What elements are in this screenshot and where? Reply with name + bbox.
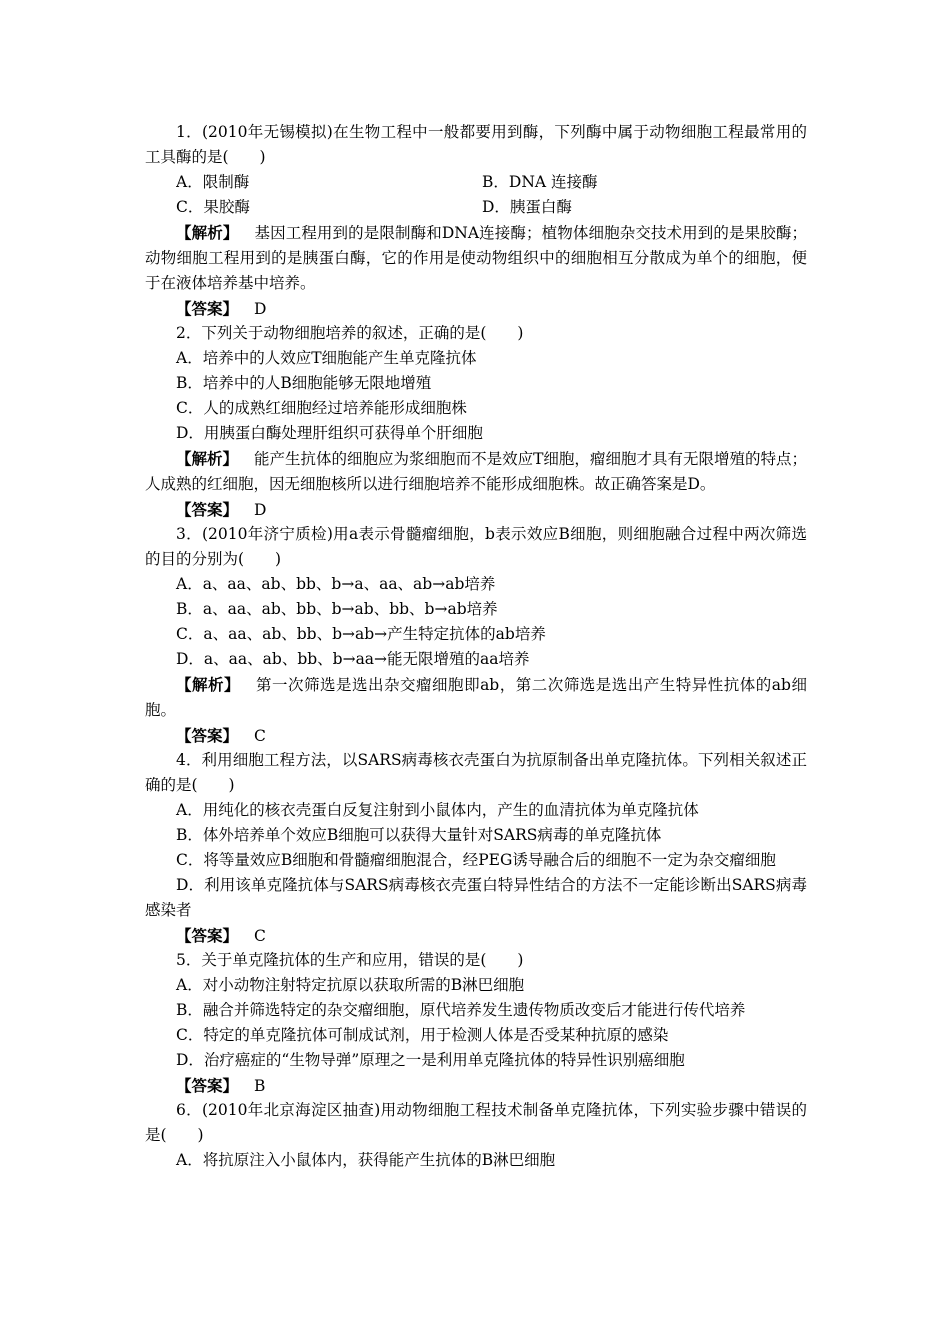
analysis-label: 【解析】 [176,449,239,468]
question-4-option-b: B．体外培养单个效应B细胞可以获得大量针对SARS病毒的单克隆抗体 [176,826,662,844]
question-2-option-a: A．培养中的人效应T细胞能产生单克隆抗体 [176,349,477,367]
question-1-analysis-text: 基因工程用到的是限制酶和DNA连接酶；植物体细胞杂交技术用到的是果胶酶；动物细胞工程用到的是胰蛋白酶，它的作用是使动物组织中的细胞相互分散成为单个的细胞，便于在液体培养基中培养。 [145,224,807,292]
question-1-answer-value: D [254,300,267,318]
question-2-answer [145,497,807,522]
answer-label: 【答案】 [176,726,239,745]
question-2-option-d: D．用胰蛋白酶处理肝组织可获得单个肝细胞 [176,424,483,442]
question-4-answer [145,923,807,948]
question-3-answer [145,723,807,748]
question-5-option-b: B．融合并筛选特定的杂交瘤细胞，原代培养发生遗传物质改变后才能进行传代培养 [176,1001,746,1019]
question-6-stem: 6．(2010年北京海淀区抽查)用动物细胞工程技术制备单克隆抗体，下列实验步骤中错误的是( ) [145,1101,807,1144]
answer-label: 【答案】 [176,500,239,519]
answer-label: 【答案】 [176,299,239,318]
question-4-stem: 4．利用细胞工程方法，以SARS病毒核衣壳蛋白为抗原制备出单克隆抗体。下列相关叙述正确的是( ) [145,751,807,794]
question-2-analysis-text: 能产生抗体的细胞应为浆细胞而不是效应T细胞，瘤细胞才具有无限增殖的特点；人成熟的红细胞，因无细胞核所以进行细胞培养不能形成细胞株。故正确答案是D。 [145,450,807,493]
question-5-option-d: D．治疗癌症的“生物导弹”原理之一是利用单克隆抗体的特异性识别癌细胞 [176,1051,685,1069]
question-4-option-d: D．利用该单克隆抗体与SARS病毒核衣壳蛋白特异性结合的方法不一定能诊断出SARS病毒感染者 [145,876,807,919]
question-2-option-c: C．人的成熟红细胞经过培养能形成细胞株 [176,399,467,417]
question-2-option-b: B．培养中的人B细胞能够无限地增殖 [176,374,432,392]
answer-label: 【答案】 [176,926,239,945]
question-2-analysis [145,446,807,497]
question-3-answer-value: C [254,727,266,745]
question-3-analysis [145,672,807,723]
question-4-option-a: A．用纯化的核衣壳蛋白反复注射到小鼠体内，产生的血清抗体为单克隆抗体 [176,801,699,819]
question-6-option-a: A．将抗原注入小鼠体内，获得能产生抗体的B淋巴细胞 [176,1151,556,1169]
question-1-answer [145,296,807,321]
question-5-option-c: C．特定的单克隆抗体可制成试剂，用于检测人体是否受某种抗原的感染 [176,1026,669,1044]
question-1-analysis [145,220,807,296]
analysis-label: 【解析】 [176,675,241,694]
answer-label: 【答案】 [176,1076,239,1095]
question-5-stem: 5．关于单克隆抗体的生产和应用，错误的是( ) [176,951,524,969]
question-3-option-d: D．a、aa、ab、bb、b→aa→能无限增殖的aa培养 [176,650,530,668]
question-1-stem: 1．(2010年无锡模拟)在生物工程中一般都要用到酶，下列酶中属于动物细胞工程最常用的工具酶的是( ) [145,123,807,166]
question-3-option-a: A．a、aa、ab、bb、b→a、aa、ab→ab培养 [176,575,496,593]
question-3-option-b: B．a、aa、ab、bb、b→ab、bb、b→ab培养 [176,600,498,618]
question-1-option-c: C．果胶酶 [176,198,250,216]
question-4-answer-value: C [254,927,266,945]
question-1-options-row-2 [145,195,807,220]
question-4-option-c: C．将等量效应B细胞和骨髓瘤细胞混合，经PEG诱导融合后的细胞不一定为杂交瘤细胞 [176,851,776,869]
question-3-option-c: C．a、aa、ab、bb、b→ab→产生特定抗体的ab培养 [176,625,546,643]
question-1-options-row-1 [145,170,807,195]
question-1-option-a: A．限制酶 [176,173,250,191]
question-2-stem: 2．下列关于动物细胞培养的叙述，正确的是( ) [176,324,524,342]
question-3-analysis-text: 第一次筛选是选出杂交瘤细胞即ab，第二次筛选是选出产生特异性抗体的ab细胞。 [145,676,807,719]
analysis-label: 【解析】 [176,223,239,242]
question-1-option-d: D．胰蛋白酶 [482,198,572,216]
document-body [145,120,807,1173]
question-2-answer-value: D [254,501,267,519]
question-5-answer-value: B [254,1077,266,1095]
question-5-answer [145,1073,807,1098]
question-3-stem: 3．(2010年济宁质检)用a表示骨髓瘤细胞，b表示效应B细胞，则细胞融合过程中两次筛选的目的分别为( ) [145,525,807,568]
question-5-option-a: A．对小动物注射特定抗原以获取所需的B淋巴细胞 [176,976,525,994]
question-1-option-b: B．DNA 连接酶 [482,173,598,191]
